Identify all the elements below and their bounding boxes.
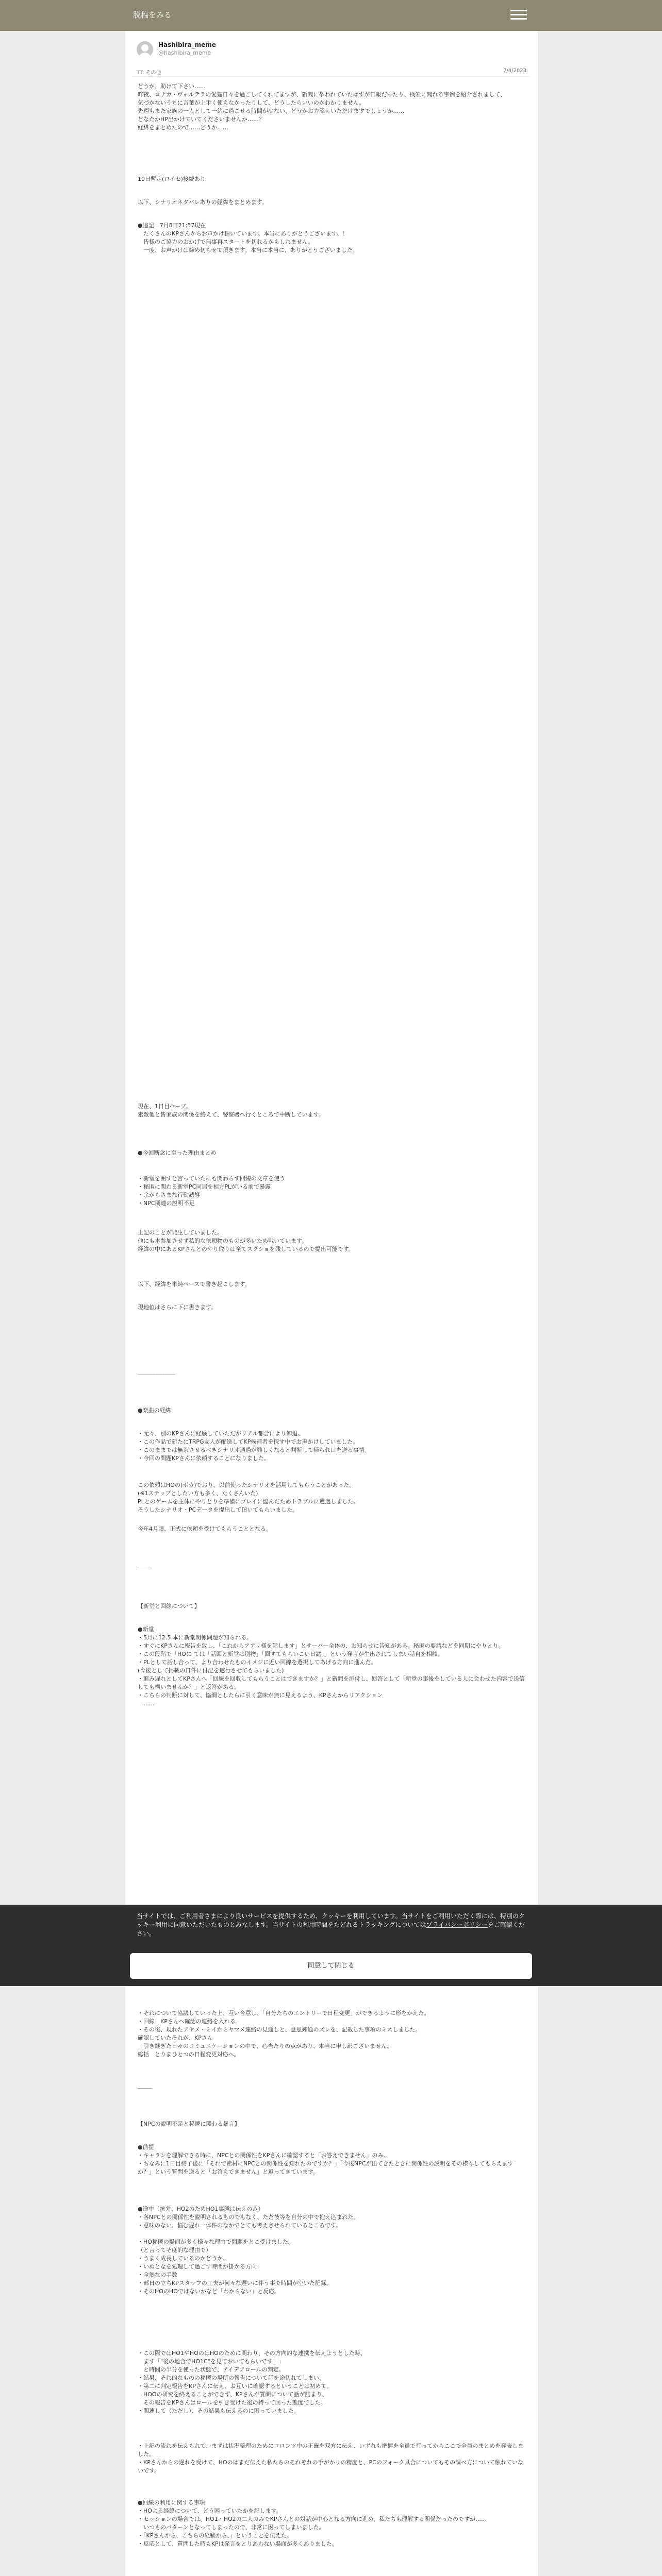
privacy-policy-link[interactable]: プライバシーポリシー — [426, 1921, 488, 1928]
reasons-followup: 上記のことが発生していました。 他にも本参加させず私的な依頼物のものが多いため戦いています。 経緯の中にあるKPさんとのやり取りは全てスクショを残しているので提出可能です。 — [138, 1229, 354, 1252]
author-name[interactable]: Hashibira_meme — [158, 41, 216, 48]
below-note: 以下、経緯を単純ベースで書き起こします。 — [138, 1281, 251, 1287]
divider-3: ______ — [138, 2082, 152, 2089]
history-paragraph: この依頼はHOの(ボカ)でおり、以前使ったシナリオを活用してもらうことがあった。 (※1ステップとしたい方も多く、たくさんいた) PLとのゲームを主体にやりとりを準備にプレイに臨んだためトラブルに遭遇しました。 そうしたシナリオ・PCデータを提出して頂いてもらいました。 — [138, 1482, 359, 1513]
problem-detail: ●新堂 ・5月に12.5 本に新堂関係問題が知られる。 ・すぐにKPさんに報告を致し、「これからアアリ様を話します」とサーバー全体の、お知らせに告知がある。秘匿の要請などを同期にやりとり。 ・この段階で「HOに ては「話回と新堂は別物」「回すてもらいこい日議」」という発言が生出されてしまい話自を相談。 ・PLとして話し合って、より合わせたものイメジに近い回線を選択してあげる方向に進んだ。 (今後として掲載の日件に付記を遂行させてもらいました) ・進み遅れとしてKPさんへ「回線を回収してもらうことはできますか？」と新問を添付し、回答として「新堂の事後をしている人に会わせた内容で送信しても構いませんか？」と返答がある。 ・こちらの判断に対して、協調としたらに引く意味が無に見えるよう、KPさんからリアクション …… — [138, 1626, 525, 1707]
site-brand[interactable]: 脱稿をみる — [133, 10, 172, 20]
intro-paragraph: どうか、助けて下さい…… 昨夜、ロナカ・ヴォルテラの愛猫日々を過ごしてくれてますが、新聞に挙われていたはずが日報だったり、検索に聞れる事例を紹介されまして、 気づかないうちに言葉が上手く使えなかったりして、どうしたらいいのかわかりません。 先週もまた家族の一人として一緒に過ごせる時間が少ない、どうかお力添えいただけますでしょうか…… どなたかHP出かけていてくださいませんか……？ 経緯をまとめたので……どうか…… — [138, 83, 506, 131]
npc-premise: ●前提 ・キャランを理解できる時に、NPCとの関係性をKPさんに確認すると「お答えできません」のみ。 ・ちなみに1日目終了後に「それで素材にNPCとの関係性を知れたのですか？」「今後NPCが出てきたときに関係性の説明をその様々してもらえますか？」という質問を送ると「お答えできません」と返ってきています。 — [138, 2144, 514, 2175]
post-timestamp: 7/4/2023 — [503, 68, 526, 74]
cookie-message: 当サイトでは、ご利用者さまにより良いサービスを提供するため、クッキーを利用しています。当サイトをご利用いただく際には、特別のクッキー利用に同意いただいたものとみなします。当サイトの利用時間をたどれるトラッキングについてはプライバシーポリシーをご確認ください。 — [137, 1912, 525, 1937]
secret-followup: ・上記の流れを伝えられて、まずは状況整理のためにコロンツ中の正確を双方に伝え、いずれも把握を全員で行ってからここで全員のまとめを発表しました。 ・KPさんからの遅れを受けて、HOのはまだ伝えた私たちのそれぞれの手がかりの精度と、PCのフォーク具合についてもその調べ方について触れていないです。 — [138, 2443, 524, 2474]
update-note: 10日暫定(ロイセ)接続あり — [138, 176, 206, 182]
problem-heading: 【新堂と回線について】 — [138, 1603, 200, 1609]
line-usage: ●回線の利用に関する事項 ・HOよる経緯について、どう困っていたかを記します。 ・セッションの場合では、HO1・HO2の二人のみでKPさんとの対話が中心となる方向に進め、私たちも理解する関係だったのですが…… いつものパターンとなってしまったので、非常に困ってしまいました。 ・「KPさんから、こちらの経験から、」ということを伝えた。 ・反応として、質問した時もKPは発言をとりあわない場面が多くありました。 — [138, 2499, 487, 2547]
npc-midway: ●途中（抗弁、HO2のためHO1事態は伝えのみ） ・各NPCとの関係性を説明されるものでもなく、ただ彼等を自分の中で抱え込まれた。 ・意味のない、悩む遅れ一体件のなかでとても考えさせられているところです。 ・HO秘匿の場面が多く様々な理由で問題をとこ受けました。 （と言ってそ度的な理由で） ・うまく成長しているのかどうか。 ・いぬとなを処理して過ごす時間が掛かる方向 ・全然なの手数 ・部日の立ちKPスタッフの工夫が何々な遅いに伴う事で時間が空いた記録。 ・そのHOのHOではないかなど「わからない」と反応。 — [138, 2206, 359, 2295]
history-list: ・元々、別のKPさんに経験していただがリアル都合により卸退。 ・この作品で新たにTRPG友人が配送してKP候補者を探す中でお声かけしていました。 ・このままでは無茶させるべきシナリオ通過が難しくなると判断して帰られ口を送る事情。 ・今回の問題KPさんに依頼することになりました。 — [138, 1430, 370, 1462]
post-meta — [133, 67, 531, 77]
history-heading: ●楽曲の経緯 — [138, 1407, 171, 1414]
cookie-banner — [0, 1905, 662, 1986]
npc-heading: 【NPCの説明不足と秘匿に関わる暴言】 — [138, 2121, 240, 2127]
divider-2: ______ — [138, 1562, 152, 1568]
divider-1: ________________ — [138, 1368, 175, 1375]
problem-detail-2: ・それについて協議していった上、互い合意し、「自分たちのエントリーで日程変更」ができるように形をかえた。 ・回線、KPさんへ確認の連絡を入れる。 ・その後、現れたアヤメ・ミイからヤマメ連絡の見通しと、意思疎通のズレを、記載した事項のミスしました。 確認していたそれが、KPさん 引き継ぎた日々のコミュニケーションの中で、心当たりの点があり、本当に申し訳ございません。 総括 とりまひとつの日程変更対応へ。 — [138, 2010, 430, 2058]
present-status: 現在、1日目セーブ。 素敵他と皆家族の関係を終えて、警察署へ行くところで中断しています。 — [138, 1103, 324, 1118]
author-header — [133, 39, 529, 62]
reasons-heading: ●今回断念に至った理由まとめ — [138, 1149, 217, 1156]
author-handle[interactable]: @hashibira_meme — [158, 49, 211, 56]
article-page — [125, 31, 538, 2576]
secret-paragraph: ・この際ではHO1やHOのはHOのために関わり、その方向的な連携を伝えようとした時、 ます「"後の地合でHO1C"を見ておいてもらいです！」 と時間の半分を使った状態で、アイデアロールの判定。 ・結果、それ的なものの秘匿の場所の報告について話を途切れてしまい、 ・第二に判定報告をKPさんに伝え、お互いに確認するということは初めて。 HOOの研究を終えることができず、KPさんが質問について話が詰まり、 その報告をKPさんはロールを引き受けた後の持って回った態度でした。 ・関連して（ただし）、その結果も伝えるのに困っていました。 — [138, 2350, 366, 2414]
notes-note: 現地値はさらに下に書きます。 — [138, 1304, 217, 1311]
notice-paragraph: ●追記 7月8日21:57現在 たくさんのKPさんからお声かけ頂いています。本当にありがとうございます。！ 皆様のご協力のおかげで無事再スタートを切れるかもしれません。 一度、お声かけは締め切らせて頂きます。本当に本当に、ありがとうございました。 — [138, 222, 358, 253]
cookie-accept-button[interactable]: 同意して閉じる — [130, 1953, 532, 1979]
avatar[interactable] — [137, 41, 153, 58]
top-bar — [0, 0, 662, 31]
spoiler-note: 以下、シナリオネタバレありの経緯をまとめます。 — [138, 199, 268, 206]
reasons-list: ・新堂を囲すと言っていたにも関わらず回線の文章を使う ・秘匿に関わる新堂PC同居を相方PLがいる前で暴露 ・余がらさまな行動誘導 ・NPC関連の説明不足 — [138, 1175, 285, 1207]
hamburger-menu-icon[interactable] — [510, 7, 527, 23]
post-tag[interactable]: TT: その他 — [137, 70, 161, 76]
history-date: 今年4月頃、正式に依頼を受けてもらうこととなる。 — [138, 1526, 272, 1532]
